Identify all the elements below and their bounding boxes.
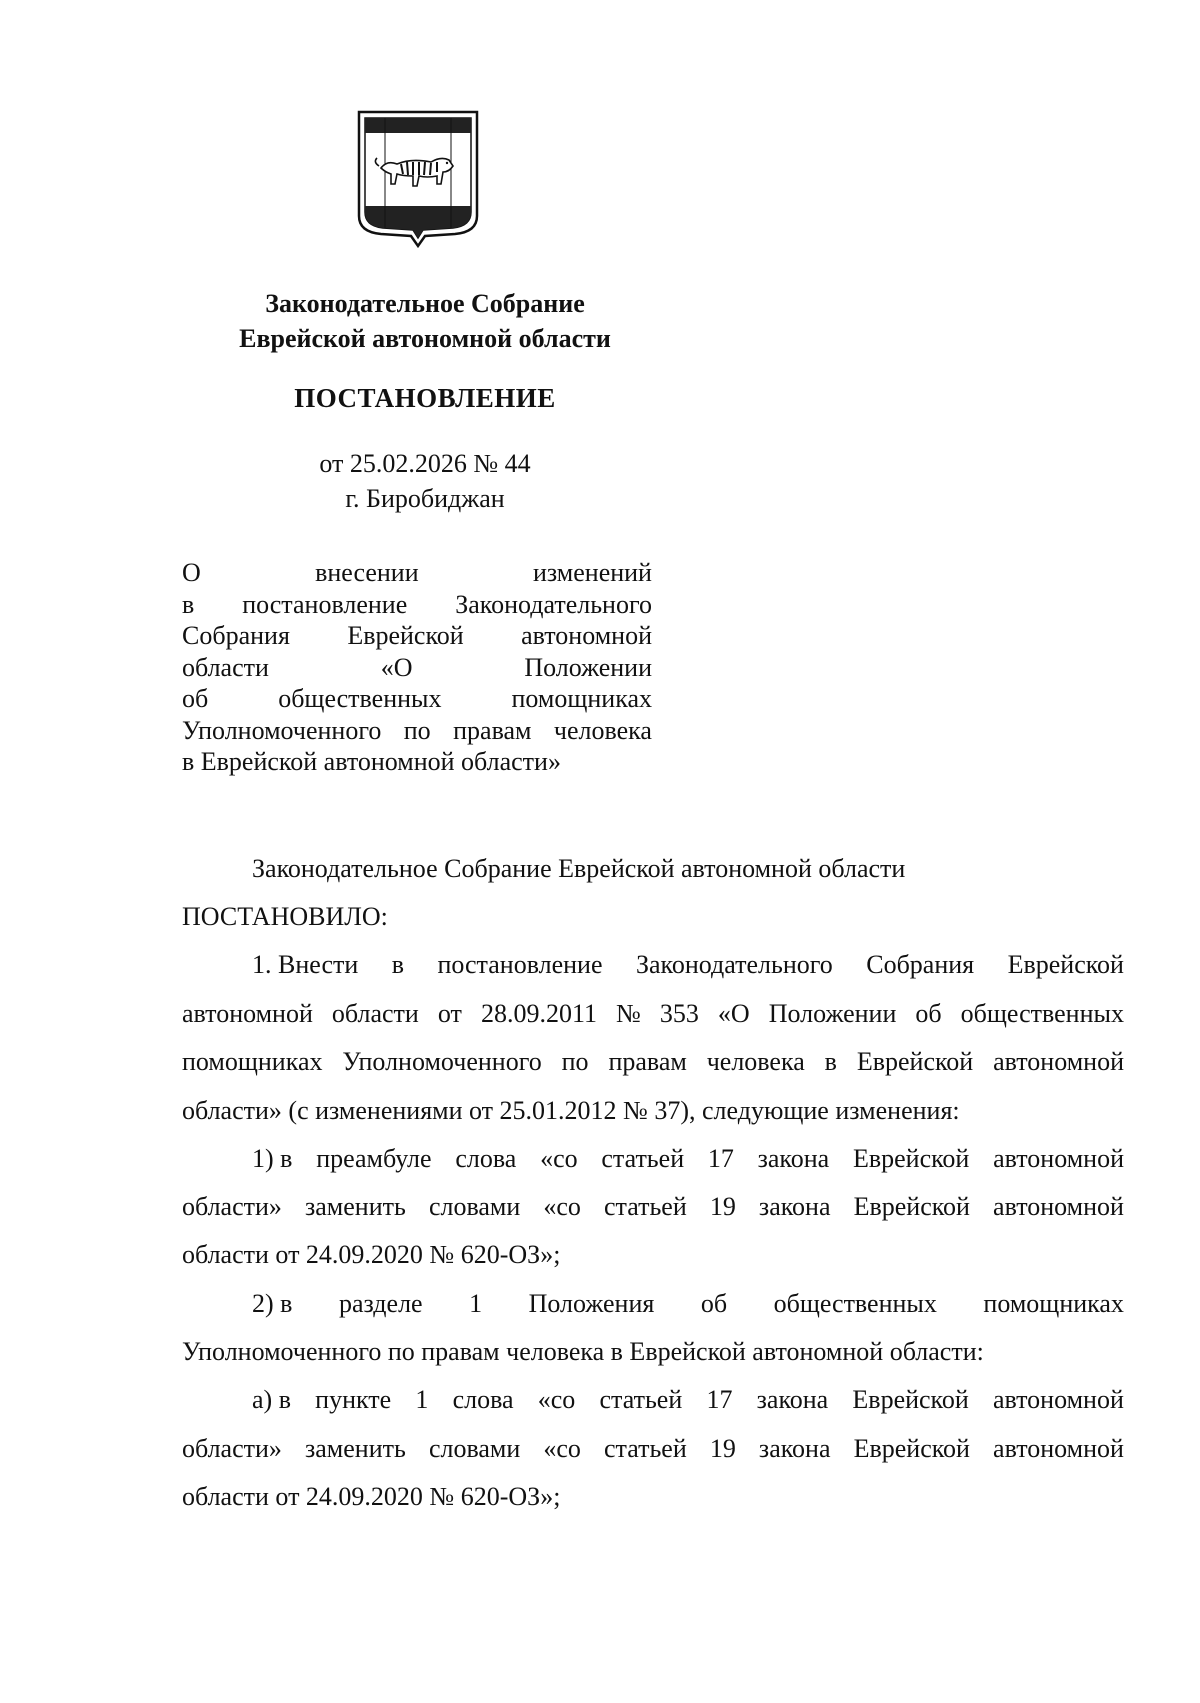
word: 1 (415, 1385, 429, 1414)
word: Законодательного (455, 589, 652, 619)
word: автономной (992, 1385, 1124, 1414)
word: закона (757, 1144, 830, 1173)
document-type: ПОСТАНОВЛЕНИЕ (294, 383, 556, 413)
word: статьей (604, 1434, 687, 1463)
word: в (391, 950, 404, 979)
word: автономной (521, 621, 652, 650)
item-2-line1 (252, 1284, 1124, 1324)
word: «со (540, 1144, 578, 1173)
word: Еврейской (853, 1434, 970, 1463)
word: разделе (338, 1289, 423, 1318)
word: 19 (709, 1434, 736, 1463)
item-1-line3: области от 24.09.2020 № 620-ОЗ»; (182, 1240, 561, 1269)
word: 353 (659, 999, 699, 1028)
word: словами (428, 1434, 521, 1463)
paragraph-1-line2 (182, 994, 1124, 1034)
word: закона (756, 1385, 829, 1414)
word: Собрания (182, 621, 290, 650)
word: правам (608, 1047, 687, 1076)
word: 17 (706, 1385, 733, 1414)
word: Еврейской (856, 1047, 974, 1076)
word: Уполномоченного (342, 1047, 542, 1076)
document-title (182, 557, 652, 778)
word: статьей (604, 1192, 687, 1221)
word: Законодательного (635, 950, 833, 979)
word: области (331, 999, 419, 1028)
word: помощниках (983, 1289, 1124, 1318)
word: «со (537, 1385, 576, 1414)
organization-name-line2: Еврейской автономной области (239, 324, 611, 353)
word: от (437, 999, 462, 1028)
word: автономной (993, 1047, 1124, 1076)
word: по (403, 715, 431, 745)
word: О (182, 558, 201, 587)
word: в (824, 1047, 837, 1076)
word: Положении (768, 999, 897, 1028)
word: автономной (993, 1192, 1124, 1221)
word: 28.09.2011 (480, 999, 597, 1028)
word: общественных (278, 684, 442, 713)
word: 1. Внести (252, 950, 359, 979)
word: пункте (315, 1385, 392, 1414)
resolved-line: ПОСТАНОВИЛО: (182, 902, 388, 931)
word: слова (452, 1385, 514, 1414)
word: Положения (528, 1289, 655, 1318)
word: об (182, 684, 209, 713)
word: слова (455, 1144, 517, 1173)
word: а) в (252, 1385, 291, 1414)
word: 17 (707, 1144, 734, 1173)
word: Еврейской (852, 1144, 970, 1173)
item-1-line1 (252, 1139, 1124, 1179)
paragraph-1-line1 (252, 945, 1124, 985)
title-line (182, 683, 652, 715)
word: Положении (524, 652, 652, 682)
word: заменить (305, 1192, 406, 1221)
word: внесении (315, 558, 419, 587)
word: об (700, 1289, 728, 1318)
word: постановление (242, 589, 408, 619)
title-line: в Еврейской автономной области» (182, 747, 561, 776)
word: автономной (993, 1144, 1124, 1173)
word: «О (717, 999, 750, 1028)
item-2-line2: Уполномоченного по правам человека в Еврейской автономной области: (182, 1337, 984, 1366)
word: Уполномоченного (182, 715, 382, 745)
word: «О (380, 652, 413, 682)
word: общественных (960, 999, 1124, 1028)
title-line (182, 652, 652, 684)
word: правам (453, 715, 532, 745)
word: по (561, 1047, 589, 1076)
word: заменить (305, 1434, 406, 1463)
word: 1) в (252, 1144, 293, 1173)
word: области (182, 652, 269, 682)
paragraph-1-line3 (182, 1042, 1124, 1082)
word: словами (428, 1192, 521, 1221)
word: человека (706, 1047, 805, 1076)
word: Собрания (866, 950, 975, 979)
word: автономной (182, 999, 313, 1028)
word: Еврейской (1007, 950, 1124, 979)
word: «со (543, 1434, 581, 1463)
word: Еврейской (347, 621, 464, 650)
word: 19 (709, 1192, 736, 1221)
word: общественных (773, 1289, 937, 1318)
word: 1 (469, 1289, 483, 1318)
word: № (616, 999, 641, 1028)
organization-name-line1: Законодательное Собрание (265, 289, 585, 318)
word: преамбуле (316, 1144, 432, 1173)
word: статьей (599, 1385, 683, 1414)
title-line (182, 715, 652, 747)
word: человека (553, 715, 652, 745)
item-a-line2 (182, 1429, 1124, 1469)
paragraph-1-line4: области» (с изменениями от 25.01.2012 № 37), следующие изменения: (182, 1096, 960, 1125)
item-1-line2 (182, 1187, 1124, 1227)
word: 2) в (252, 1289, 293, 1318)
word: Еврейской (852, 1385, 969, 1414)
title-line (182, 589, 652, 621)
word: в (182, 589, 195, 619)
intro-line: Законодательное Собрание Еврейской автономной области (252, 854, 906, 883)
title-line (182, 620, 652, 652)
word: помощниках (511, 684, 652, 713)
word: статьей (601, 1144, 685, 1173)
word: области» (182, 1434, 282, 1463)
document-city: г. Биробиджан (345, 484, 505, 513)
word: об (915, 999, 942, 1028)
word: области» (182, 1192, 282, 1221)
coat-of-arms-tiger-icon (355, 108, 481, 253)
item-a-line3: области от 24.09.2020 № 620-ОЗ»; (182, 1482, 561, 1511)
word: «со (543, 1192, 581, 1221)
title-line (182, 557, 652, 589)
word: помощниках (182, 1047, 323, 1076)
word: изменений (532, 558, 652, 587)
word: Еврейской (853, 1192, 970, 1221)
word: закона (758, 1434, 831, 1463)
document-date-number: от 25.02.2026 № 44 (319, 449, 531, 478)
word: автономной (993, 1434, 1124, 1463)
item-a-line1 (252, 1380, 1124, 1420)
word: постановление (437, 950, 603, 979)
word: закона (758, 1192, 831, 1221)
